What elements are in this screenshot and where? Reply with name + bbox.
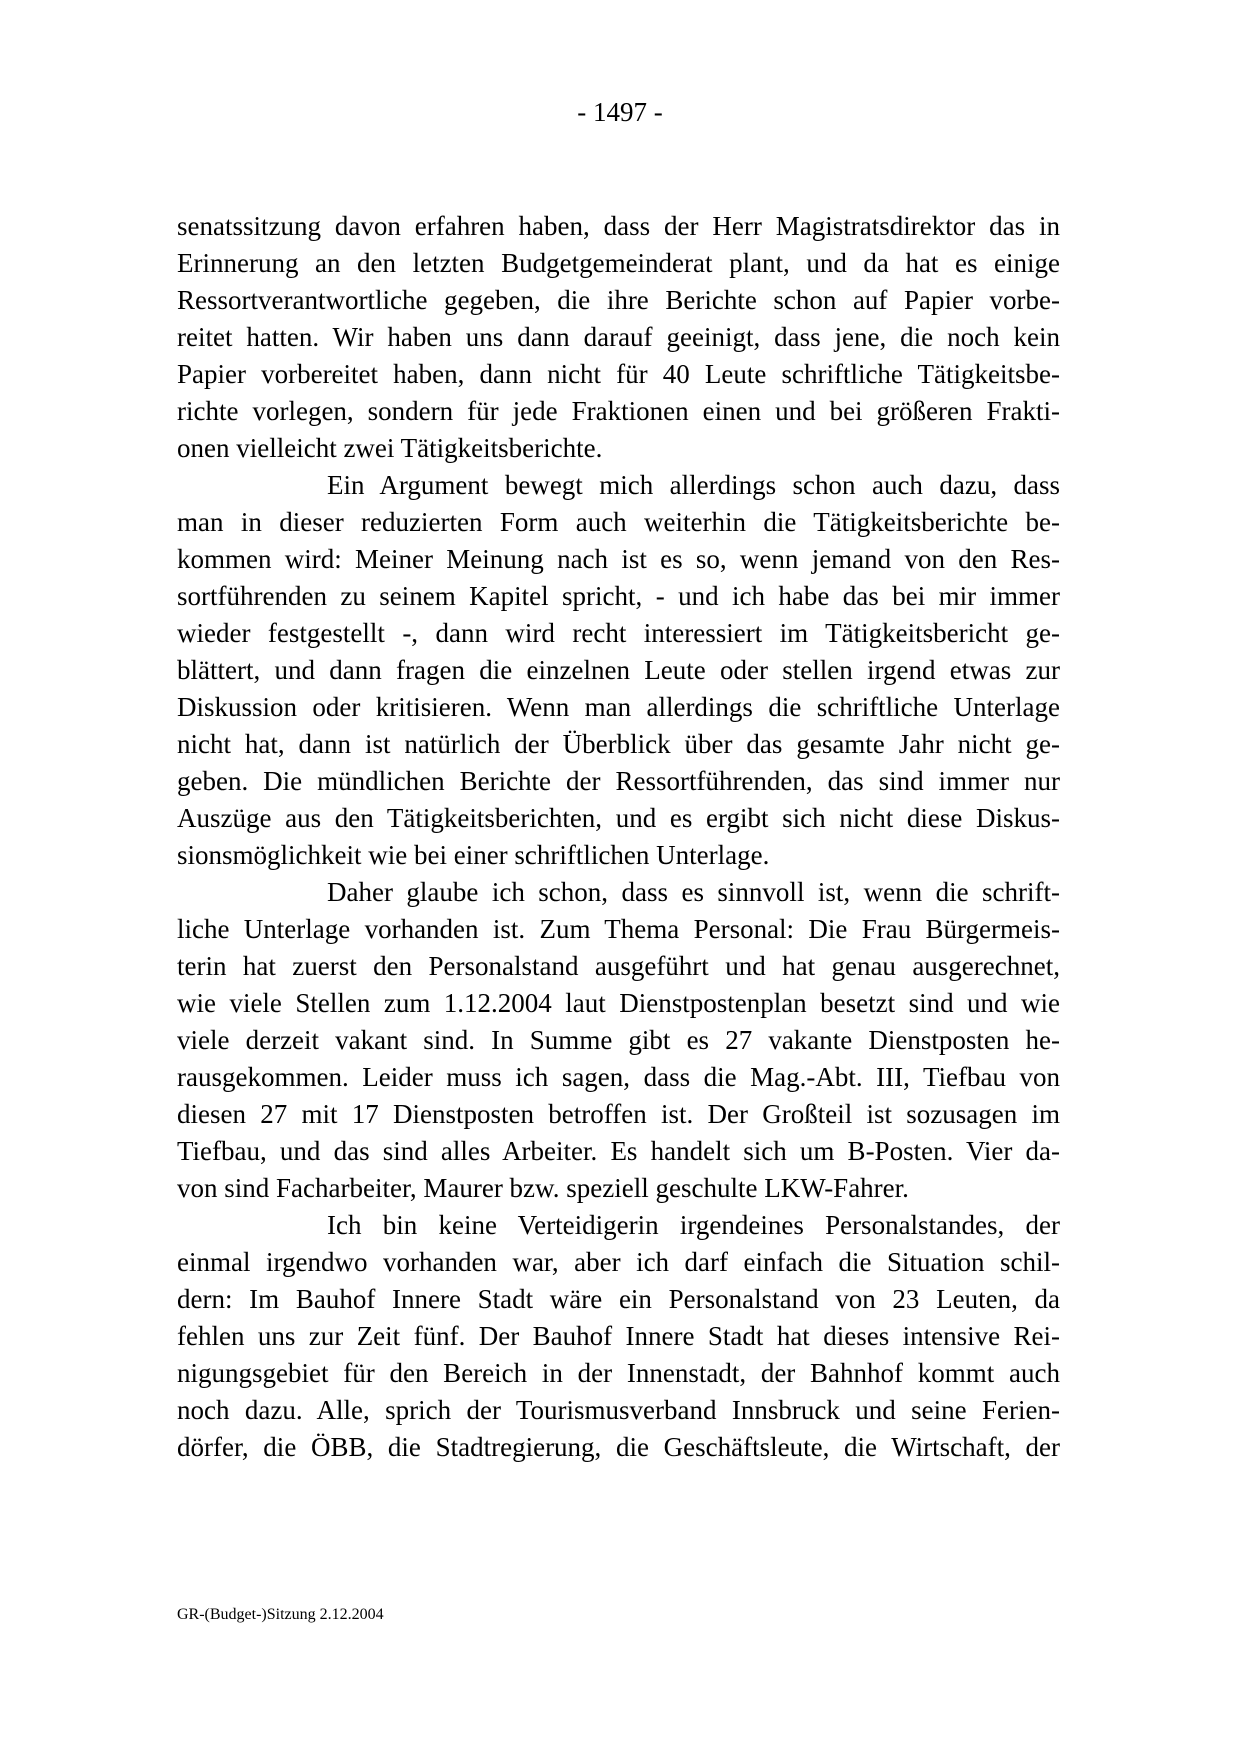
text-line: Diskussion oder kritisieren. Wenn man allerdings die schriftliche Unterlage (177, 692, 1060, 722)
text-line: man in dieser reduzierten Form auch weiterhin die Tätigkeitsberichte be- (177, 507, 1060, 537)
paragraph (177, 874, 1060, 1207)
text-line: Daher glaube ich schon, dass es sinnvoll ist, wenn die schrift- (327, 877, 1060, 907)
text-line: noch dazu. Alle, sprich der Tourismusverband Innsbruck und seine Ferien- (177, 1395, 1060, 1425)
text-line: diesen 27 mit 17 Dienstposten betroffen ist. Der Großteil ist sozusagen im (177, 1099, 1060, 1129)
text-line: Erinnerung an den letzten Budgetgemeinderat plant, und da hat es einige (177, 248, 1060, 278)
text-line: Auszüge aus den Tätigkeitsberichten, und es ergibt sich nicht diese Diskus- (177, 803, 1060, 833)
text-line: blättert, und dann fragen die einzelnen Leute oder stellen irgend etwas zur (177, 655, 1060, 685)
text-line: dörfer, die ÖBB, die Stadtregierung, die Geschäftsleute, die Wirtschaft, der (177, 1432, 1060, 1462)
text-line: Ressortverantwortliche gegeben, die ihre Berichte schon auf Papier vorbe- (177, 285, 1060, 315)
paragraph (177, 208, 1060, 467)
text-line: Papier vorbereitet haben, dann nicht für 40 Leute schriftliche Tätigkeitsbe- (177, 359, 1060, 389)
paragraph (177, 1207, 1060, 1466)
text-line: von sind Facharbeiter, Maurer bzw. speziell geschulte LKW-Fahrer. (177, 1173, 909, 1203)
paragraph (177, 467, 1060, 874)
text-line: reitet hatten. Wir haben uns dann darauf geeinigt, dass jene, die noch kein (177, 322, 1060, 352)
text-line: kommen wird: Meiner Meinung nach ist es so, wenn jemand von den Res- (177, 544, 1060, 574)
text-line: liche Unterlage vorhanden ist. Zum Thema Personal: Die Frau Bürgermeis- (177, 914, 1060, 944)
page-number: - 1497 - (577, 97, 663, 127)
text-line: viele derzeit vakant sind. In Summe gibt es 27 vakante Dienstposten he- (177, 1025, 1060, 1055)
page-footer: GR-(Budget-)Sitzung 2.12.2004 (177, 1606, 384, 1623)
text-line: Tiefbau, und das sind alles Arbeiter. Es handelt sich um B-Posten. Vier da- (177, 1136, 1060, 1166)
text-line: einmal irgendwo vorhanden war, aber ich darf einfach die Situation schil- (177, 1247, 1060, 1277)
text-line: nicht hat, dann ist natürlich der Überblick über das gesamte Jahr nicht ge- (177, 729, 1060, 759)
text-line: richte vorlegen, sondern für jede Fraktionen einen und bei größeren Frakti- (177, 396, 1060, 426)
text-line: rausgekommen. Leider muss ich sagen, dass die Mag.-Abt. III, Tiefbau von (177, 1062, 1060, 1092)
text-line: Ein Argument bewegt mich allerdings schon auch dazu, dass (327, 470, 1060, 500)
text-line: dern: Im Bauhof Innere Stadt wäre ein Personalstand von 23 Leuten, da (177, 1284, 1060, 1314)
text-line: Ich bin keine Verteidigerin irgendeines Personalstandes, der (327, 1210, 1060, 1240)
text-line: geben. Die mündlichen Berichte der Ressortführenden, das sind immer nur (177, 766, 1060, 796)
text-line: sionsmöglichkeit wie bei einer schriftlichen Unterlage. (177, 840, 770, 870)
text-line: terin hat zuerst den Personalstand ausgeführt und hat genau ausgerechnet, (177, 951, 1060, 981)
text-line: onen vielleicht zwei Tätigkeitsberichte. (177, 433, 603, 463)
text-line: fehlen uns zur Zeit fünf. Der Bauhof Innere Stadt hat dieses intensive Rei- (177, 1321, 1060, 1351)
text-line: sortführenden zu seinem Kapitel spricht, - und ich habe das bei mir immer (177, 581, 1060, 611)
text-line: nigungsgebiet für den Bereich in der Innenstadt, der Bahnhof kommt auch (177, 1358, 1060, 1388)
document-body (177, 208, 1060, 1466)
text-line: senatssitzung davon erfahren haben, dass der Herr Magistratsdirektor das in (177, 211, 1060, 241)
text-line: wieder festgestellt -, dann wird recht interessiert im Tätigkeitsbericht ge- (177, 618, 1060, 648)
text-line: wie viele Stellen zum 1.12.2004 laut Dienstpostenplan besetzt sind und wie (177, 988, 1060, 1018)
